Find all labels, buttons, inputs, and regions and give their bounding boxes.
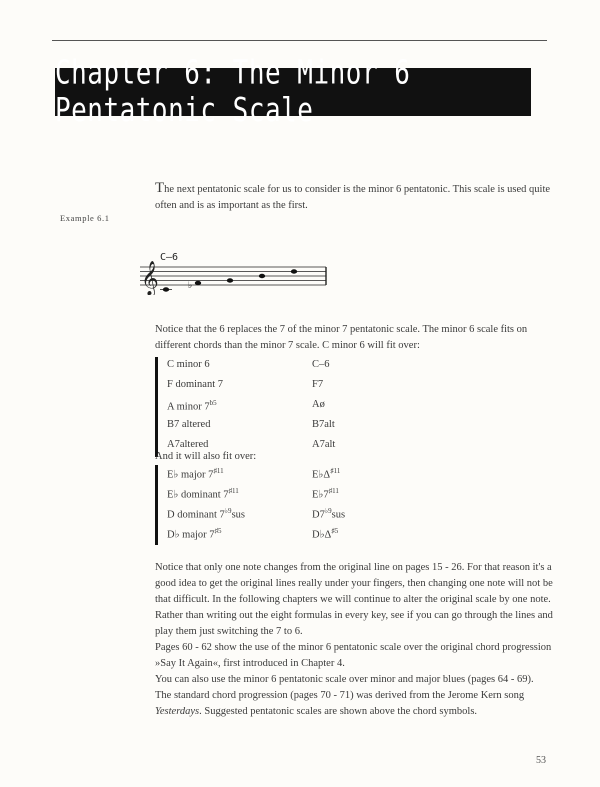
chord-symbol: A7alt <box>312 439 336 450</box>
chord-name: F dominant 7 <box>167 379 224 390</box>
chord-sup: ♭9 <box>224 507 232 515</box>
chord-row <box>155 417 535 437</box>
chord-symbol-sup: ♯5 <box>331 527 339 535</box>
treble-clef-icon: 𝄞 <box>141 261 159 295</box>
chord-symbol: D♭Δ <box>312 529 332 541</box>
also-fit-text: And it will also fit over: <box>155 451 257 462</box>
chord-symbol: B7alt <box>312 419 335 430</box>
notice-paragraph: Notice that the 6 replaces the 7 of the minor 7 pentatonic scale. The minor 6 scale fits on different chords than the minor 7 scale. C minor 6 will fit over: <box>155 324 528 351</box>
song-title: Yesterdays <box>155 706 200 717</box>
chord-row <box>155 465 535 485</box>
chord-name: A7altered <box>167 439 209 450</box>
note-a <box>291 269 297 273</box>
flat-icon: ♭ <box>188 281 193 291</box>
page-number: 53 <box>536 755 546 766</box>
chord-sup: ♯5 <box>214 527 222 535</box>
chord-sup: ♯11 <box>228 487 239 495</box>
body-paragraph: Rather than writing out the eight formulas in every key, see if you can go through the lines and play them just switching the 7 to 6. <box>155 610 553 637</box>
chord-symbol: E♭Δ <box>312 469 331 481</box>
chord-symbol: Aø <box>312 399 325 410</box>
note-g <box>259 274 265 278</box>
music-staff <box>140 245 330 295</box>
chord-name: E♭ major 7 <box>167 469 214 481</box>
chord-sup: ♯11 <box>213 467 224 475</box>
chord-row <box>155 485 535 505</box>
intro-text: he next pentatonic scale for us to consider is the minor 6 pentatonic. This scale is used quite often and is as important as the first. <box>155 184 551 211</box>
chord-symbol-sus: sus <box>331 509 346 521</box>
chord-name: B7 altered <box>167 419 211 430</box>
chord-row <box>155 377 535 397</box>
chord-row <box>155 397 535 417</box>
chord-symbol-sup: ♯11 <box>330 467 341 475</box>
chord-name: D♭ major 7 <box>167 529 215 541</box>
chord-list-1 <box>155 357 535 457</box>
body-paragraph-last: The standard chord progression (pages 70 - 71) was derived from the Jerome Kern song Yesterdays. Suggested pentatonic scales are shown above the chord symbols. <box>155 690 525 717</box>
top-rule <box>52 40 547 41</box>
chord-name: D dominant 7 <box>167 509 225 521</box>
chord-row <box>155 525 535 545</box>
note-eb <box>195 281 201 285</box>
chapter-title: Chapter 6: The Minor 6 Pentatonic Scale <box>55 54 411 130</box>
chord-symbol: E♭7 <box>312 489 329 501</box>
example-label: Example 6.1 <box>60 213 110 223</box>
intro-paragraph <box>155 180 555 214</box>
body-paragraph: You can also use the minor 6 pentatonic scale over minor and major blues (pages 64 - 69). <box>155 674 534 685</box>
chord-row <box>155 505 535 525</box>
body-paragraph: Notice that only one note changes from the original line on pages 15 - 26. For that reason it's a good idea to get the original lines really under your fingers, then changing one note will not be that difficult. In the following chapters we will continue to alter the original scale by one note. <box>155 562 553 605</box>
body-paragraph: Pages 60 - 62 show the use of the minor 6 pentatonic scale over the original chord progression »Say It Again«, first introduced in Chapter 4. <box>155 642 552 669</box>
chord-symbol-sup: ♭9 <box>324 507 332 515</box>
note-f <box>227 278 233 282</box>
chord-symbol: D7 <box>312 509 325 521</box>
staff-lines <box>140 267 326 285</box>
staff-chord-label: C–6 <box>160 252 179 263</box>
chord-sus: sus <box>231 509 245 521</box>
dropcap: T <box>155 180 165 196</box>
chapter-title-banner <box>55 54 531 130</box>
chord-symbol: F7 <box>312 379 324 390</box>
chord-sup: b5 <box>209 399 217 407</box>
chord-row <box>155 357 535 377</box>
chord-symbol: C–6 <box>312 359 330 370</box>
chord-symbol-sup: ♯11 <box>328 487 339 495</box>
chord-name: A minor 7 <box>167 401 210 413</box>
chord-name: C minor 6 <box>167 359 210 370</box>
chord-list-2 <box>155 465 535 545</box>
note-c <box>163 287 169 291</box>
chord-name: E♭ dominant 7 <box>167 489 229 501</box>
